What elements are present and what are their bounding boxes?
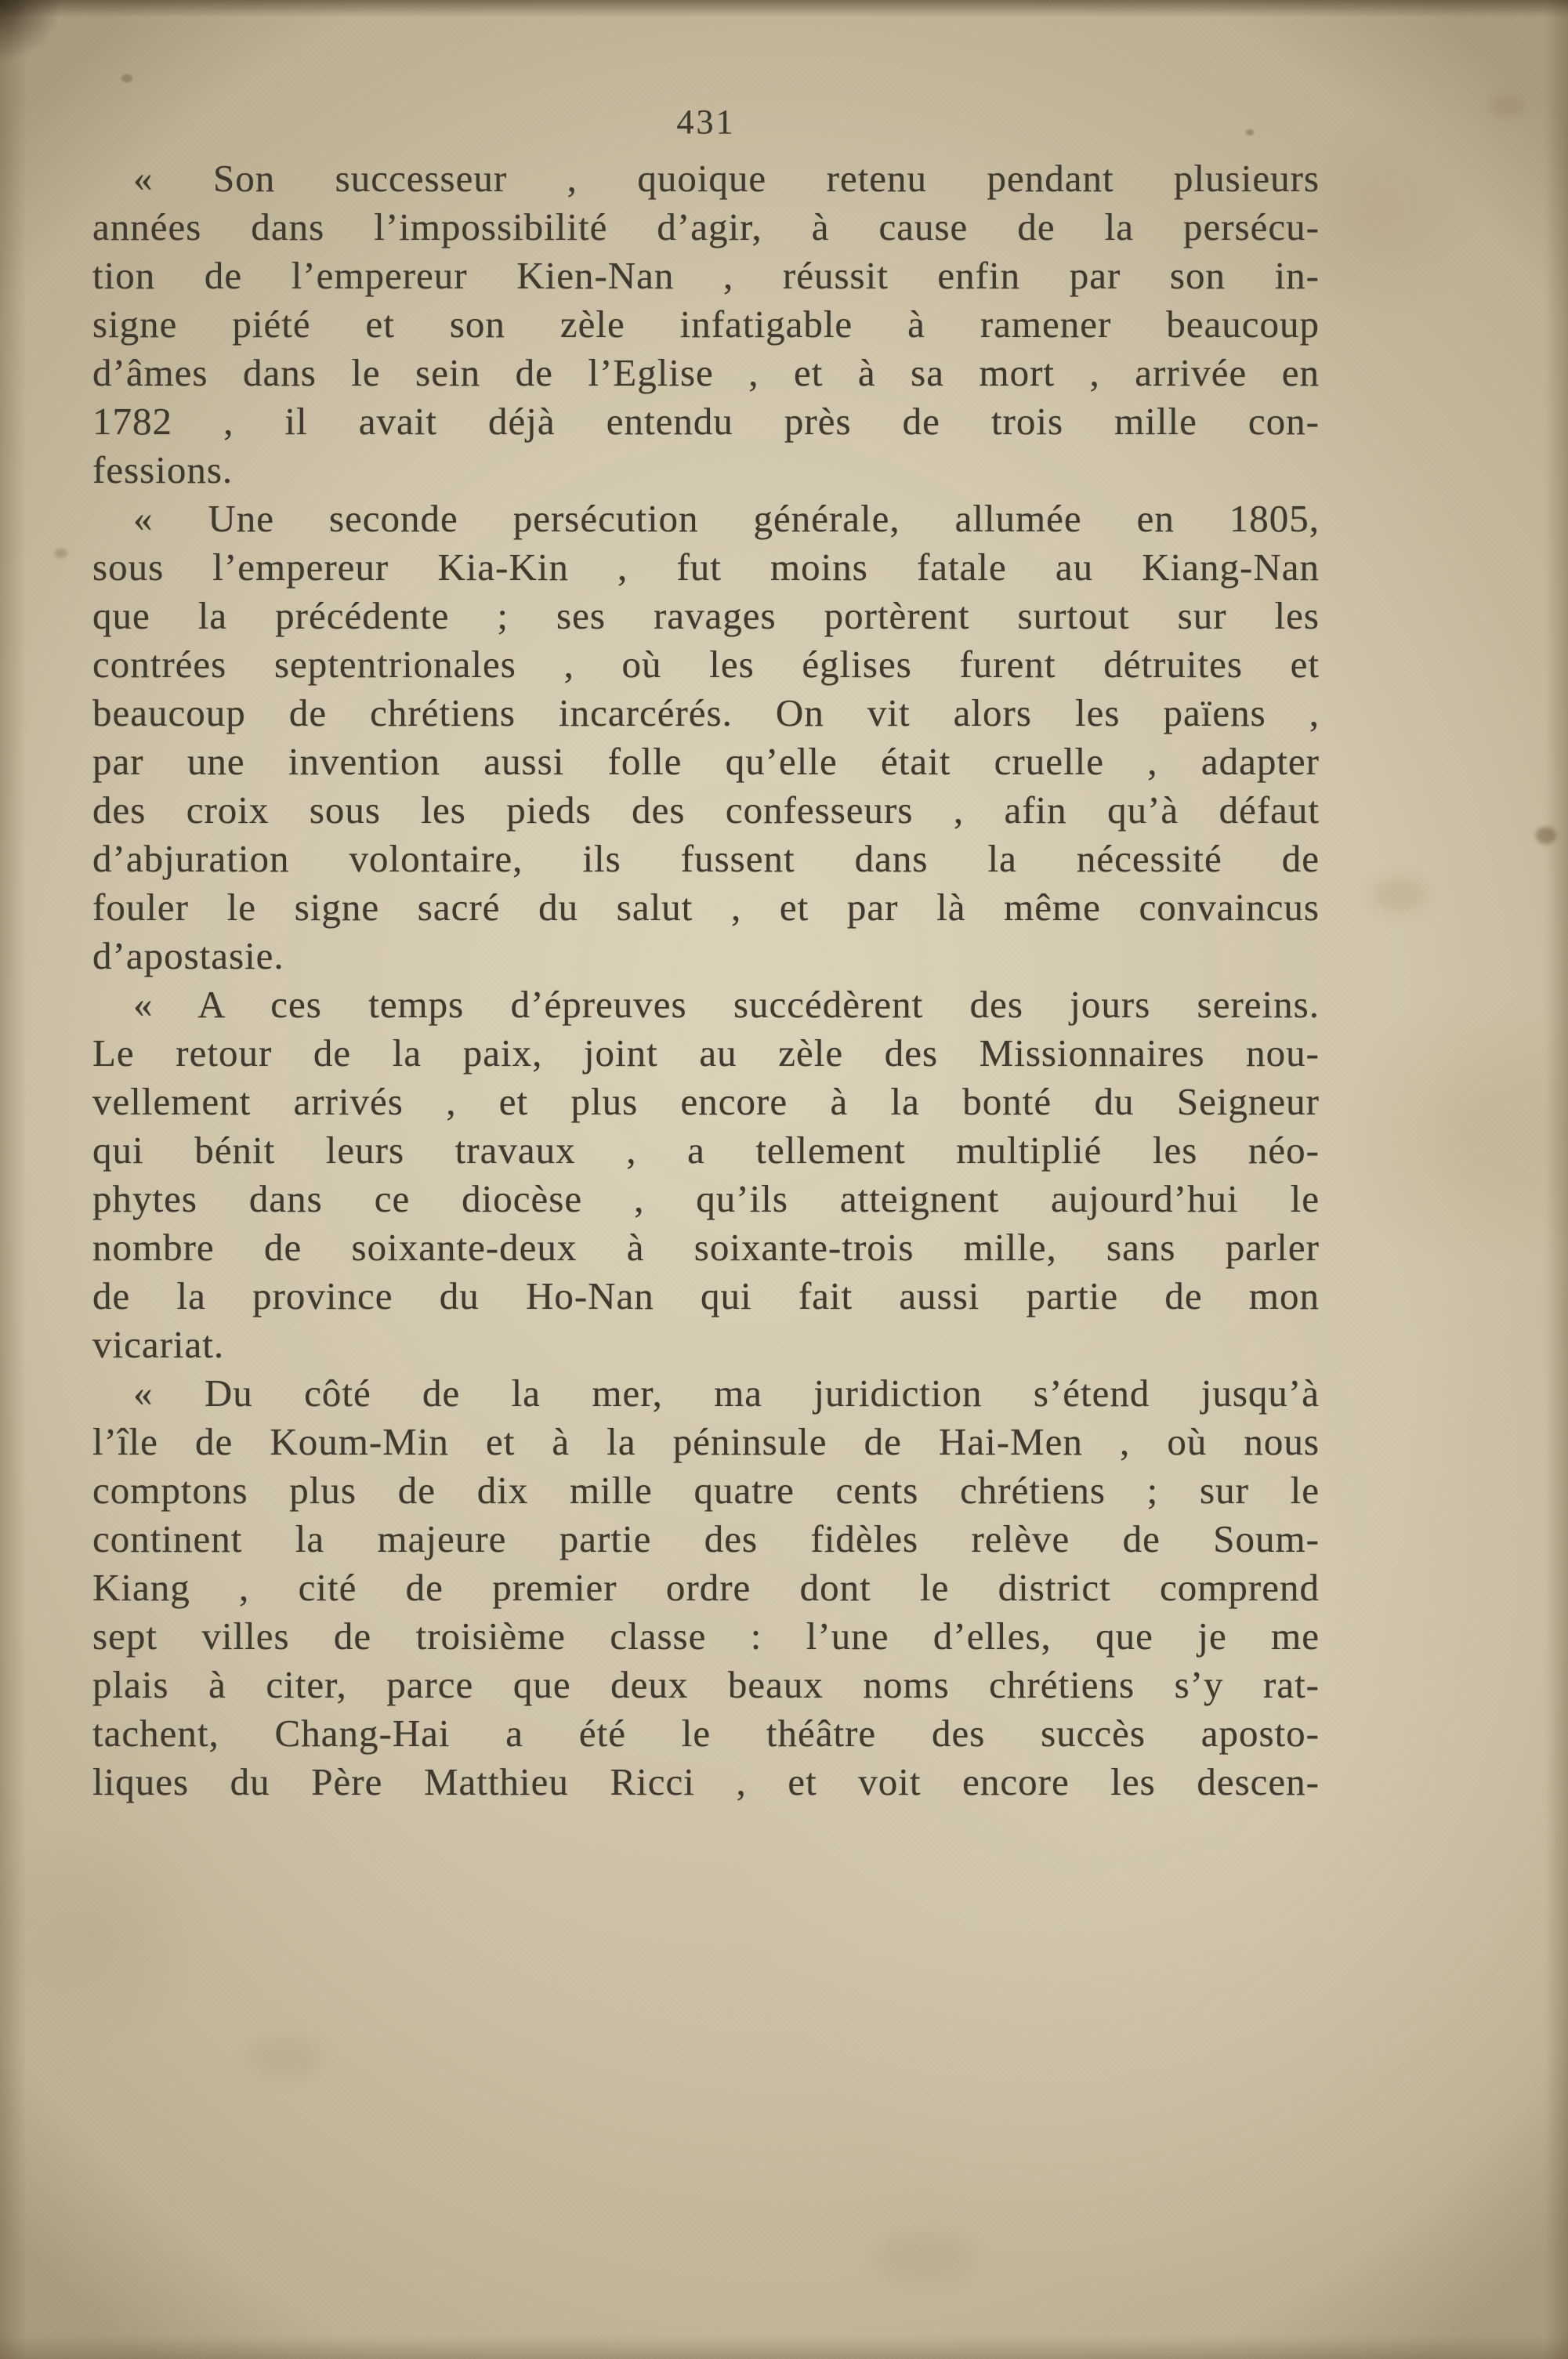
text-line: qui bénit leurs travaux , a tellement multiplié les néo-	[92, 1129, 1320, 1172]
text-line: années dans l’impossibilité d’agir, à cause de la persécu-	[92, 205, 1320, 248]
foxing-spot	[55, 549, 67, 558]
paragraph	[92, 154, 1320, 495]
text-line: sous l’empereur Kia-Kin , fut moins fatale au Kiang-Nan	[92, 545, 1320, 589]
text-line: nombre de soixante-deux à soixante-trois mille, sans parler	[92, 1226, 1320, 1269]
text-line: « Son successeur , quoique retenu pendant plusieurs	[133, 157, 1320, 200]
text-line: beaucoup de chrétiens incarcérés. On vit alors les païens ,	[92, 691, 1320, 734]
text-line: signe piété et son zèle infatigable à ramener beaucoup	[92, 303, 1320, 346]
text-line: 1782 , il avait déjà entendu près de trois mille con-	[92, 400, 1320, 443]
text-line: Le retour de la paix, joint au zèle des Missionnaires nou-	[92, 1031, 1320, 1074]
page-number: 431	[676, 103, 736, 141]
paragraph	[92, 1369, 1320, 1806]
text-block	[92, 154, 1320, 1806]
text-line: « Une seconde persécution générale, allumée en 1805,	[133, 497, 1320, 540]
text-line: l’île de Koum-Min et à la péninsule de Hai-Men , où nous	[92, 1420, 1320, 1463]
text-line: tachent, Chang-Hai a été le théâtre des succès aposto-	[92, 1712, 1320, 1755]
foxing-spot	[1536, 827, 1556, 844]
text-line: sept villes de troisième classe : l’une d’elles, que je me	[92, 1614, 1320, 1658]
text-line: d’abjuration volontaire, ils fussent dans la nécessité de	[92, 837, 1320, 880]
text-line: par une invention aussi folle qu’elle était cruelle , adapter	[92, 740, 1320, 783]
text-line: « A ces temps d’épreuves succédèrent des jours sereins.	[133, 983, 1320, 1026]
foxing-spot	[1371, 878, 1426, 912]
text-line: d’apostasie.	[92, 934, 284, 977]
text-line: tion de l’empereur Kien-Nan , réussit enfin par son in-	[92, 254, 1320, 297]
text-line: vellement arrivés , et plus encore à la bonté du Seigneur	[92, 1080, 1320, 1123]
text-line: d’âmes dans le sein de l’Eglise , et à sa mort , arrivée en	[92, 351, 1320, 394]
foxing-spot	[121, 74, 132, 82]
paragraph	[92, 495, 1320, 980]
foxing-spot	[251, 2038, 321, 2077]
text-line: liques du Père Matthieu Ricci , et voit encore les descen-	[92, 1760, 1320, 1803]
text-line: fouler le signe sacré du salut , et par là même convaincus	[92, 886, 1320, 929]
foxing-spot	[878, 2234, 972, 2281]
text-line: fessions.	[92, 448, 234, 491]
text-line: contrées septentrionales , où les églises furent détruites et	[92, 643, 1320, 686]
paragraph	[92, 980, 1320, 1369]
text-line: comptons plus de dix mille quatre cents chrétiens ; sur le	[92, 1469, 1320, 1512]
text-line: « Du côté de la mer, ma juridiction s’étend jusqu’à	[133, 1372, 1320, 1415]
text-line: continent la majeure partie des fidèles relève de Soum-	[92, 1517, 1320, 1560]
text-line: Kiang , cité de premier ordre dont le district comprend	[92, 1566, 1320, 1609]
text-line: plais à citer, parce que deux beaux noms chrétiens s’y rat-	[92, 1663, 1320, 1706]
text-line: phytes dans ce diocèse , qu’ils atteignent aujourd’hui le	[92, 1177, 1320, 1220]
text-line: que la précédente ; ses ravages portèrent surtout sur les	[92, 594, 1320, 637]
text-line: de la province du Ho-Nan qui fait aussi partie de mon	[92, 1274, 1320, 1317]
text-line: des croix sous les pieds des confesseurs , afin qu’à défaut	[92, 788, 1320, 832]
text-line: vicariat.	[92, 1323, 225, 1366]
foxing-spot	[1489, 94, 1525, 118]
